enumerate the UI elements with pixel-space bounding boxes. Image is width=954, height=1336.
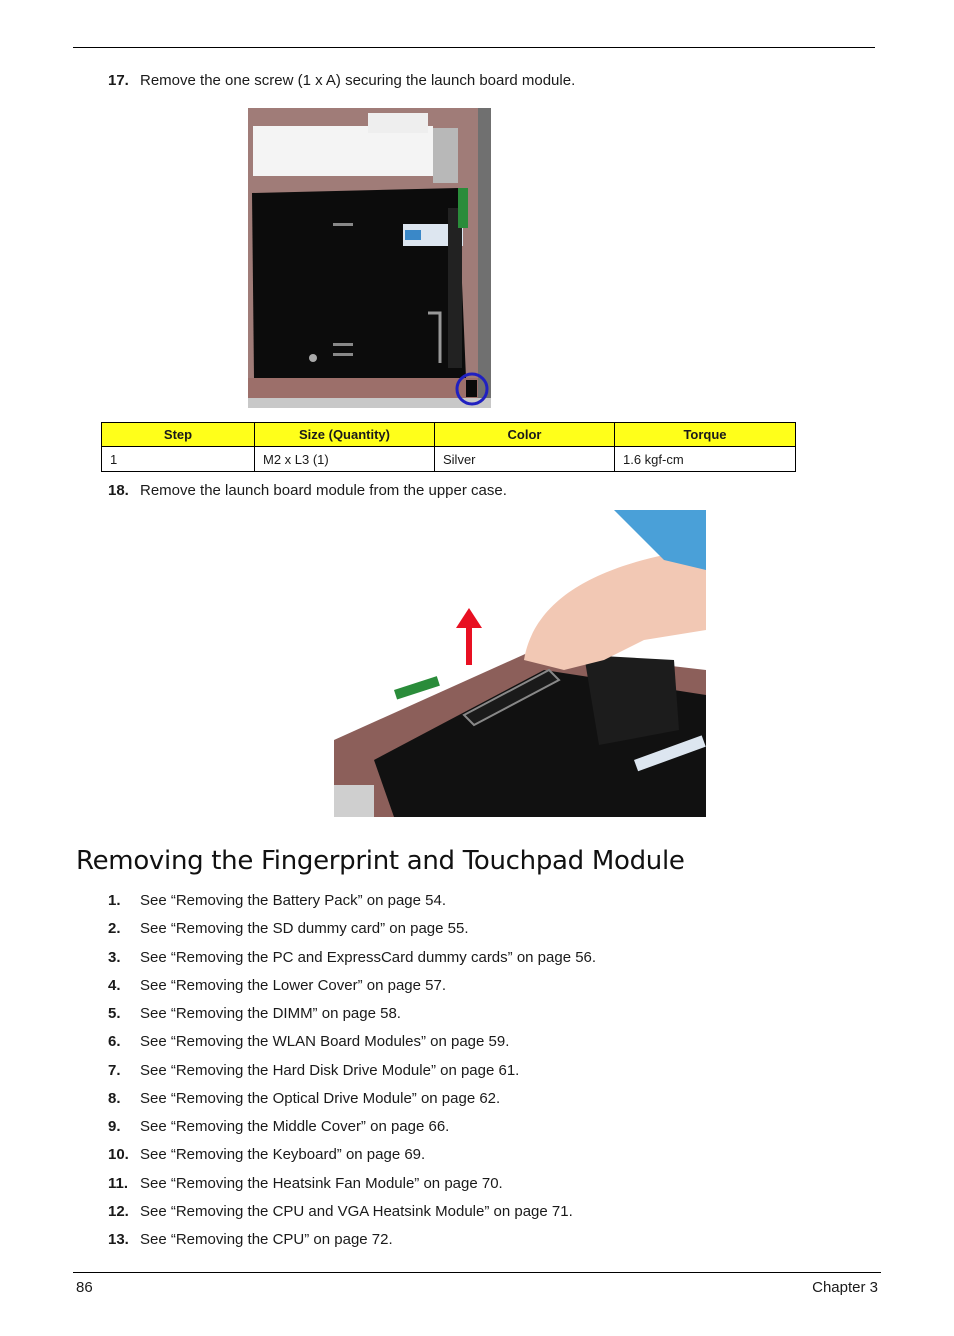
cell-size: M2 x L3 (1): [255, 447, 435, 472]
item-text: See “Removing the Optical Drive Module” on page 62.: [140, 1089, 501, 1107]
item-number: 11.: [108, 1174, 129, 1192]
cell-torque: 1.6 kgf-cm: [615, 447, 796, 472]
step-18: [108, 482, 507, 500]
item-text: See “Removing the CPU and VGA Heatsink Module” on page 71.: [140, 1202, 573, 1220]
chapter-label: Chapter 3: [812, 1279, 878, 1296]
screw-spec-table: [101, 422, 796, 472]
list-item: [108, 920, 596, 948]
item-number: 2.: [108, 920, 121, 938]
item-text: See “Removing the DIMM” on page 58.: [140, 1005, 401, 1022]
list-item: [108, 977, 596, 1005]
cell-color: Silver: [435, 447, 615, 472]
item-text: See “Removing the SD dummy card” on page 55.: [140, 920, 469, 938]
reference-list: [108, 892, 596, 1259]
list-item: [108, 1203, 596, 1231]
item-text: See “Removing the Battery Pack” on page 54.: [140, 892, 447, 909]
item-number: 1.: [108, 892, 121, 909]
item-number: 4.: [108, 976, 121, 994]
item-number: 12.: [108, 1202, 129, 1220]
column-header-torque: Torque: [615, 423, 796, 447]
item-number: 10.: [108, 1146, 129, 1164]
list-item: [108, 1090, 596, 1118]
cell-step: 1: [102, 447, 255, 472]
item-number: 5.: [108, 1005, 121, 1022]
column-header-size: Size (Quantity): [255, 423, 435, 447]
footer-rule: [73, 1272, 881, 1273]
list-item: [108, 1033, 596, 1061]
step-text: Remove the launch board module from the upper case.: [140, 482, 507, 499]
item-text: See “Removing the CPU” on page 72.: [140, 1231, 393, 1248]
item-number: 13.: [108, 1231, 129, 1248]
step-text: Remove the one screw (1 x A) securing the launch board module.: [140, 72, 576, 89]
list-item: [108, 892, 596, 920]
step-number: 18.: [108, 482, 129, 499]
step-number: 17.: [108, 72, 129, 89]
list-item: [108, 1118, 596, 1146]
item-text: See “Removing the Hard Disk Drive Module” on page 61.: [140, 1061, 520, 1079]
list-item: [108, 1146, 596, 1174]
launch-board-removal-photo: [334, 510, 706, 817]
launch-board-screw-photo: [248, 108, 491, 408]
item-text: See “Removing the Middle Cover” on page 66.: [140, 1118, 450, 1135]
item-text: See “Removing the PC and ExpressCard dummy cards” on page 56.: [140, 948, 597, 966]
table-row: [102, 447, 796, 472]
list-item: [108, 1005, 596, 1033]
list-item: [108, 1062, 596, 1090]
step-17: [108, 72, 575, 90]
item-text: See “Removing the Heatsink Fan Module” on page 70.: [140, 1174, 503, 1192]
item-text: See “Removing the Keyboard” on page 69.: [140, 1146, 426, 1164]
item-number: 3.: [108, 948, 121, 966]
table-header-row: [102, 423, 796, 447]
item-number: 7.: [108, 1061, 121, 1079]
section-title: Removing the Fingerprint and Touchpad Module: [76, 846, 685, 876]
list-item: [108, 1175, 596, 1203]
list-item: [108, 949, 596, 977]
column-header-color: Color: [435, 423, 615, 447]
item-number: 9.: [108, 1118, 121, 1135]
list-item: [108, 1231, 596, 1259]
page-number: 86: [76, 1279, 93, 1296]
item-number: 6.: [108, 1033, 121, 1051]
item-text: See “Removing the Lower Cover” on page 57.: [140, 976, 447, 994]
column-header-step: Step: [102, 423, 255, 447]
item-text: See “Removing the WLAN Board Modules” on page 59.: [140, 1033, 510, 1051]
header-rule: [73, 47, 875, 48]
item-number: 8.: [108, 1089, 121, 1107]
